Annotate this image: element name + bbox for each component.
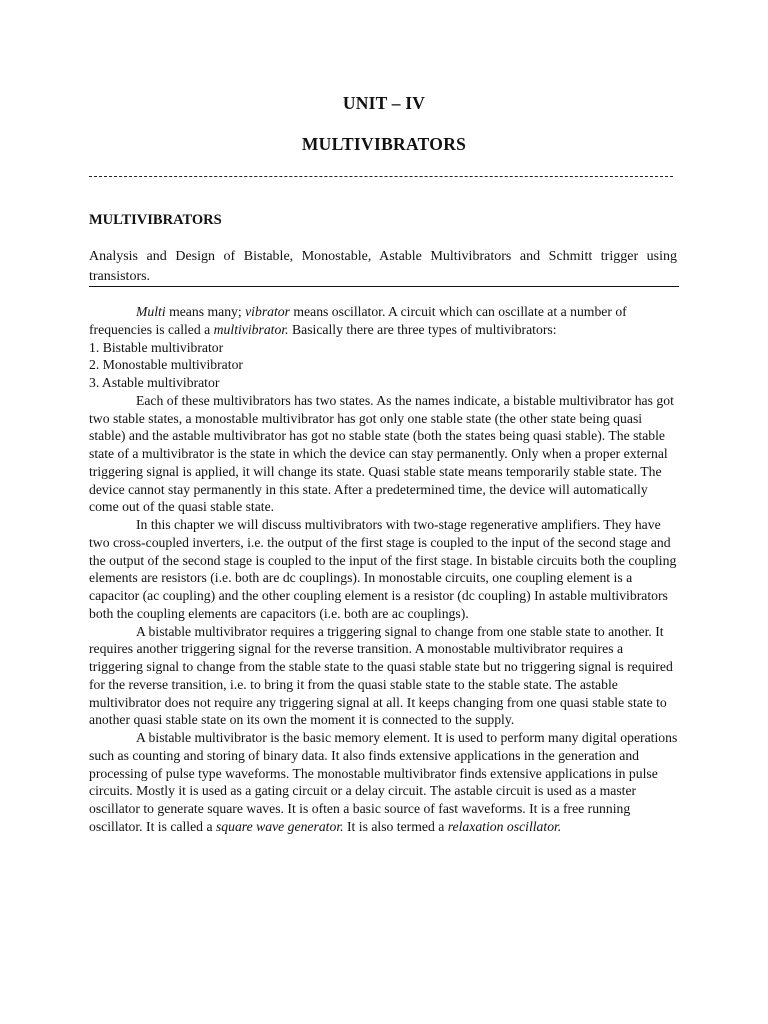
paragraph-states: Each of these multivibrators has two states. As the names indicate, a bistable multivibrator has got two stable states, a monostable multivibrator has got only one stable state (the other state being quasi stable) and the astable multivibrator has got no stable state (both the states being quasi stable). The stable state of a multivibrator is the state in which the device can stay permanently. Only when a proper external triggering signal is applied, it will change its state. Quasi stable state means temporarily stable state. The device cannot stay permanently in this state. After a predetermined time, the device will automatically come out of the quasi stable state. xyxy=(89,392,674,515)
intro-paragraph: Multi means many; vibrator means oscillator. A circuit which can oscillate at a number of frequencies is called a multivibrator. Basically there are three types of multivibrators: xyxy=(89,304,627,337)
paragraph-coupling: In this chapter we will discuss multivibrators with two-stage regenerative amplifiers. They have two cross-coupled inverters, i.e. the output of the first stage is coupled to the input of the second stage and the output of the second stage is coupled to the input of the first stage. In bistable circuits both the coupling elements are resistors (i.e. both are dc couplings). In monostable circuits, one coupling element is a capacitor (ac coupling) and the other coupling element is a resistor (dc coupling) In astable multivibrators both the coupling elements are capacitors (i.e. both are ac couplings). xyxy=(89,517,677,621)
term-vibrator: vibrator xyxy=(245,304,290,319)
dashed-separator xyxy=(89,176,673,177)
paragraph-triggering: A bistable multivibrator requires a triggering signal to change from one stable state to another. It requires another triggering signal for the reverse transition. A monostable multivibrator requires a triggering signal to change from the stable state to the quasi stable state but no triggering signal is required for the reverse transition, i.e. to bring it from the quasi stable state to the stable state. The astable multivibrator does not require any triggering signal at all. It keeps changing from one quasi stable state to another quasi stable state on its own the moment it is connected to the supply. xyxy=(89,623,673,728)
list-item: 2. Monostable multivibrator xyxy=(89,357,243,373)
paragraph-applications: A bistable multivibrator is the basic memory element. It is used to perform many digital operations such as counting and storing of binary data. It also finds extensive applications in the generation and processing of pulse type waveforms. The monostable multivibrator finds extensive applications in pulse circuits. Mostly it is used as a gating circuit or a delay circuit. The astable circuit is used as a master oscillator to generate square waves. It is often a basic source of fast waveforms. It is a free running oscillator. It is called a square wave generator. It is also termed a relaxation oscillator. xyxy=(89,730,678,834)
body-text xyxy=(89,303,679,836)
syllabus-text: Analysis and Design of Bistable, Monostable, Astable Multivibrators and Schmitt trigger using transistors. xyxy=(89,249,677,284)
unit-title: UNIT – IV xyxy=(342,93,426,113)
chapter-title: MULTIVIBRATORS xyxy=(301,134,467,154)
term-relaxation-oscillator: relaxation oscillator. xyxy=(447,818,562,834)
term-multi: Multi xyxy=(136,304,166,319)
section-heading: MULTIVIBRATORS xyxy=(89,212,222,228)
list-item: 1. Bistable multivibrator xyxy=(89,339,224,355)
term-multivibrator: multivibrator. xyxy=(213,321,289,337)
term-square-wave-generator: square wave generator. xyxy=(215,818,344,834)
section-divider xyxy=(89,286,679,287)
list-item: 3. Astable multivibrator xyxy=(89,375,220,390)
